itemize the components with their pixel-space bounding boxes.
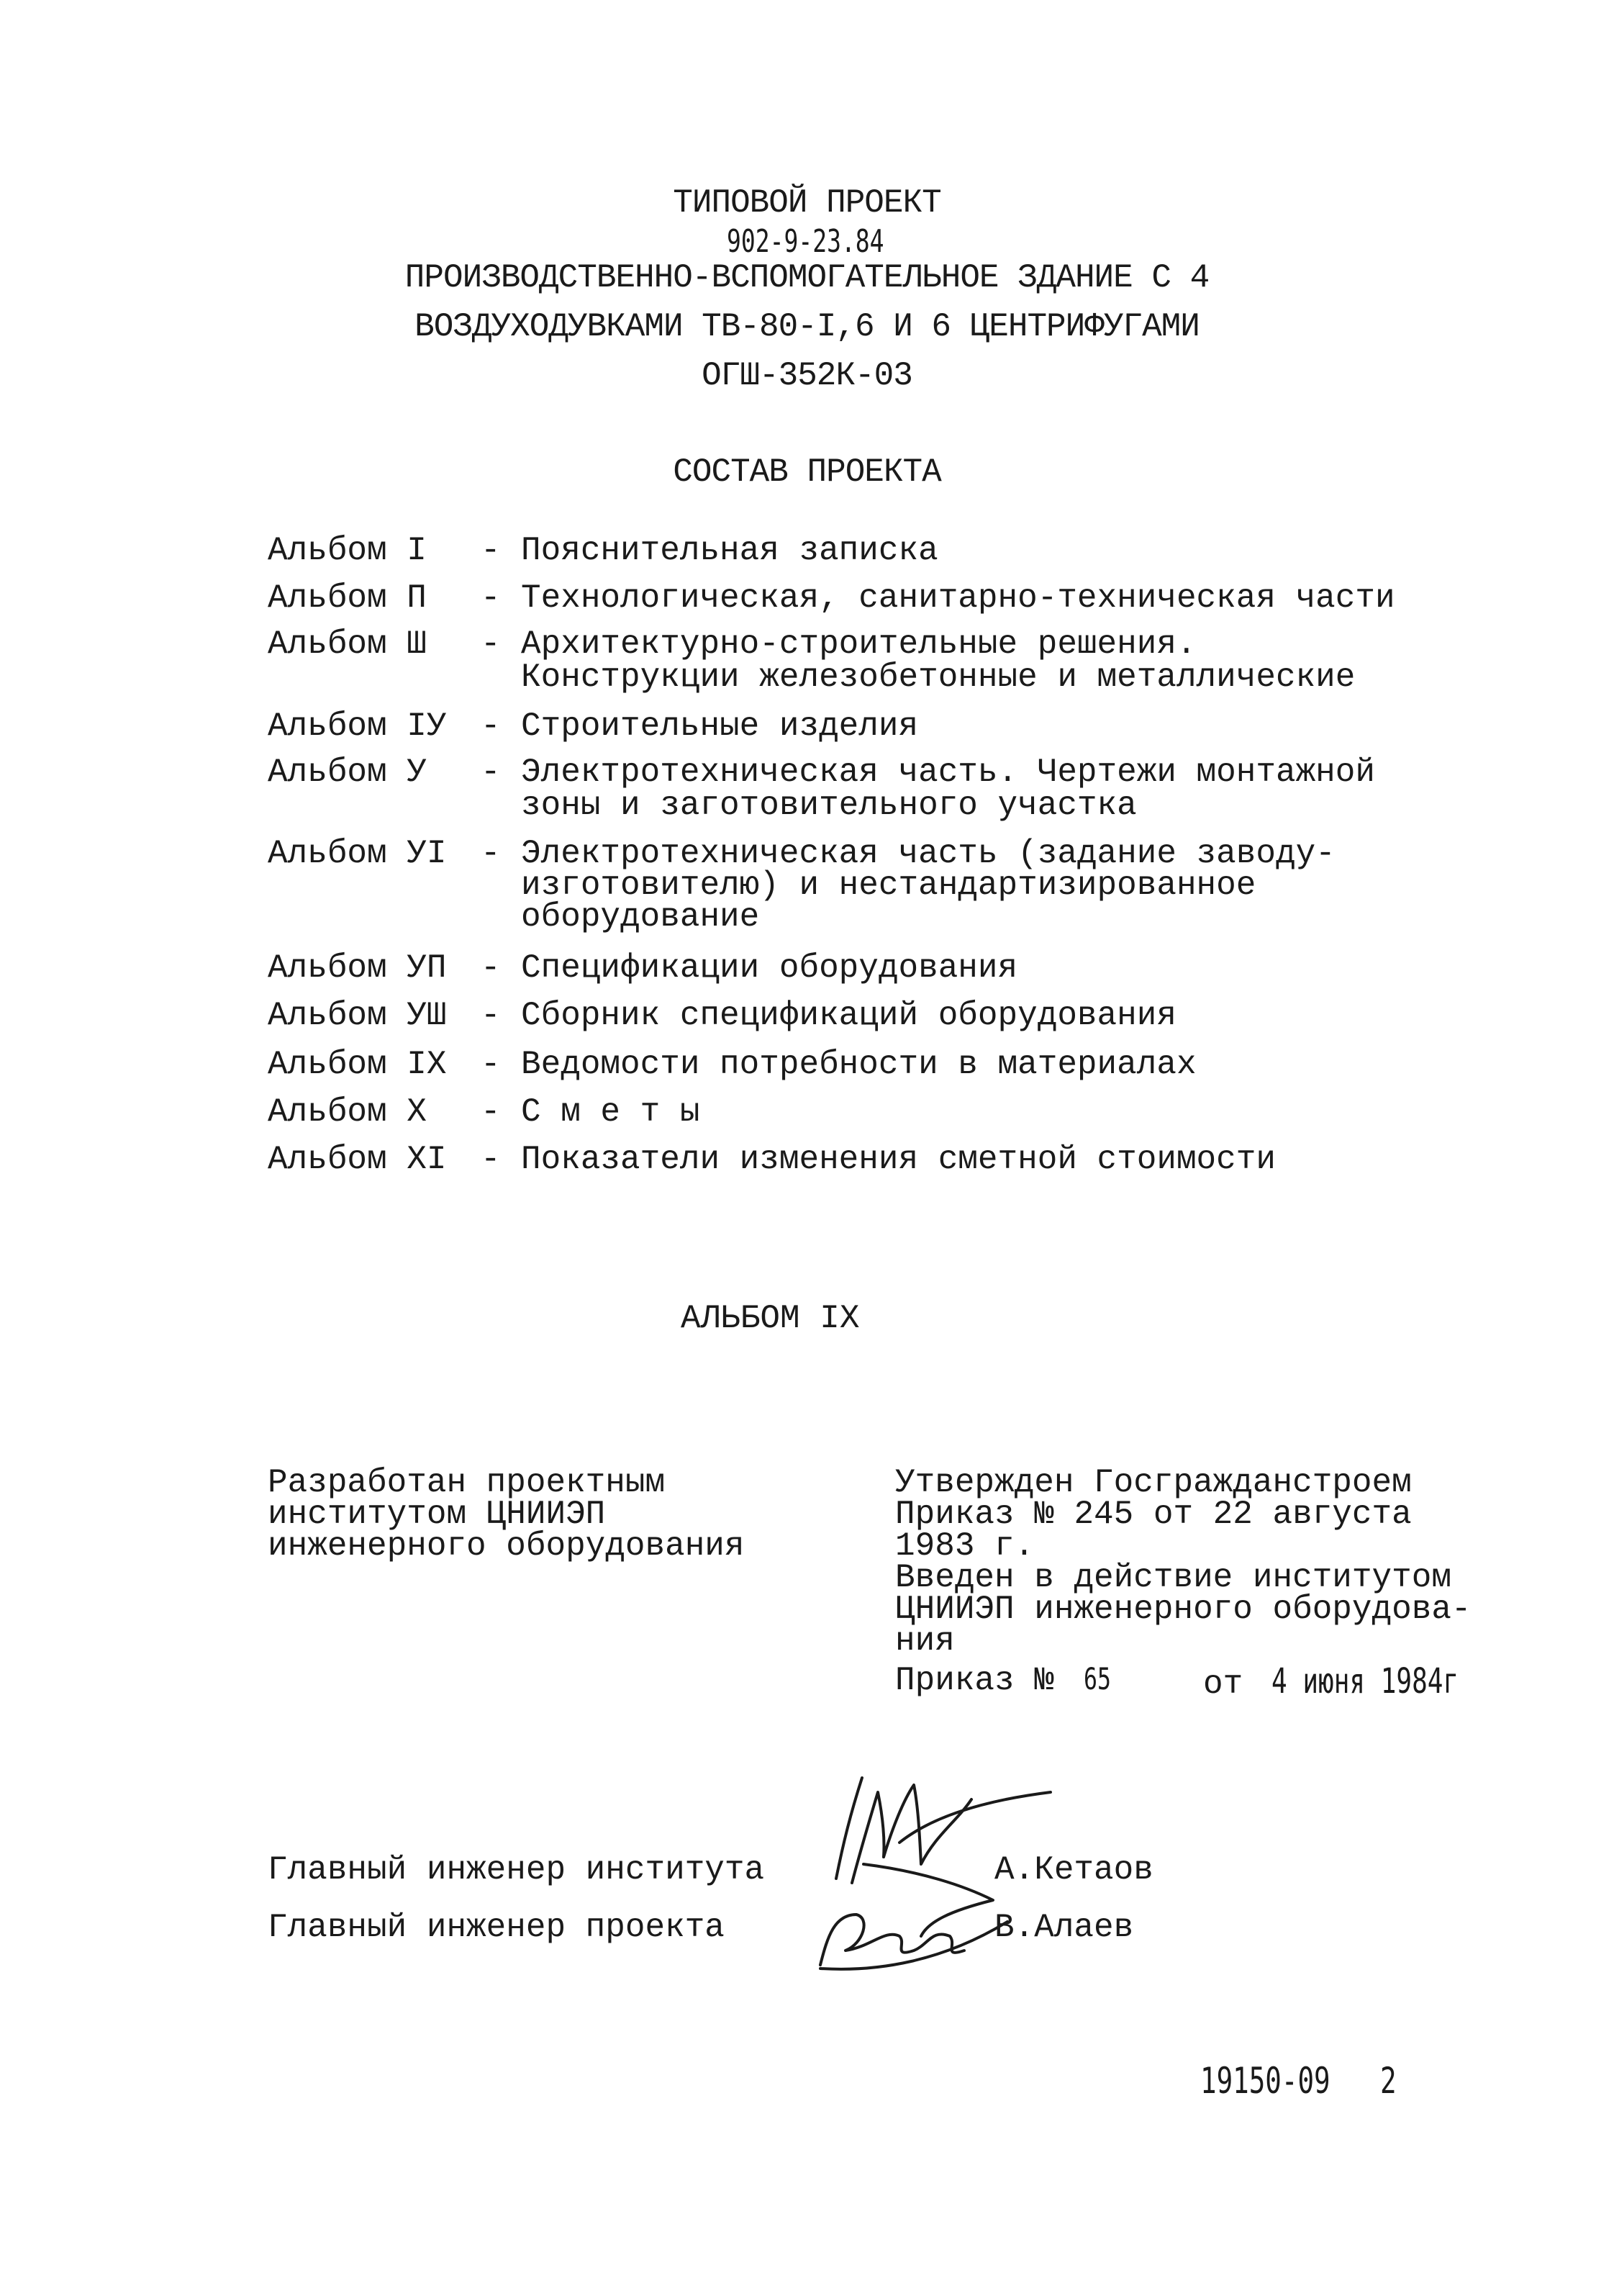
album-description: Электротехническая часть. Чертежи монтажной зоны и заготовительного участка (521, 754, 1375, 824)
signature-stroke (820, 1922, 1007, 1969)
project-number (727, 223, 936, 260)
signature-stroke (820, 1915, 964, 1965)
album-description: Показатели изменения сметной стоимости (521, 1141, 1276, 1178)
album-description: Архитектурно-строительные решения. Конструкции железобетонные и металлические (521, 625, 1356, 696)
approval-date-line (1203, 1661, 1521, 1703)
chief-engineer-institute-role: Главный инженер института (268, 1851, 765, 1889)
album-label: Альбом УП (268, 949, 447, 987)
album-description: Сборник спецификаций оборудования (521, 997, 1177, 1034)
album-dash: - (481, 708, 501, 745)
project-title-line-1: ПРОИЗВОДСТВЕННО-ВСПОМОГАТЕЛЬНОЕ ЗДАНИЕ С 4 (404, 259, 1210, 297)
order-label: Приказ № (895, 1662, 1054, 1699)
album-description: Спецификации оборудования (521, 949, 1018, 987)
project-title-line-3: ОГШ-352К-03 (702, 357, 912, 394)
developed-by: Разработан проектным институтом ЦНИИЭП инженерного оборудования (268, 1464, 745, 1565)
album-label: Альбом X (268, 1093, 427, 1131)
album-dash: - (481, 1046, 501, 1083)
signature-stroke (863, 1864, 993, 1936)
album-dash: - (481, 754, 501, 791)
album-description: Строительные изделия (521, 708, 919, 745)
signature-stroke (852, 1792, 884, 1883)
footer-code (1200, 2060, 1402, 2104)
approval-order-line (895, 1661, 1120, 1699)
signature-stroke (899, 1792, 1051, 1843)
chief-engineer-project-name: В.Алаев (994, 1909, 1134, 1946)
album-dash: - (481, 1141, 501, 1178)
album-description: Ведомости потребности в материалах (521, 1046, 1197, 1083)
album-dash: - (481, 1093, 501, 1131)
approval-text: Утвержден Госгражданстроем Приказ № 245 от 22 августа 1983 г. Введен в действие институтом ЦНИИЭП инженерного оборудова- ния (895, 1464, 1472, 1660)
album-label: Альбом IУ (268, 708, 447, 745)
album-description: С м е т ы (521, 1093, 700, 1131)
album-dash: - (481, 949, 501, 987)
project-type-title: ТИПОВОЙ ПРОЕКТ (673, 184, 941, 222)
order-from: от (1203, 1665, 1243, 1703)
composition-title: СОСТАВ ПРОЕКТА (673, 453, 941, 491)
album-description: Пояснительная записка (521, 532, 938, 569)
chief-engineer-institute-name: А.Кетаов (994, 1851, 1153, 1889)
album-label: Альбом УШ (268, 997, 447, 1034)
album-label: Альбом У (268, 754, 427, 791)
album-dash: - (481, 579, 501, 617)
footer-code-text: 19150-09 (1200, 2060, 1330, 2102)
order-date: 4 июня 1984г (1271, 1661, 1459, 1701)
album-dash: - (481, 835, 501, 872)
album-label: Альбом УI (268, 835, 447, 872)
album-dash: - (481, 997, 501, 1034)
album-description: Технологическая, санитарно-техническая части (521, 579, 1395, 617)
album-label: Альбом IX (268, 1046, 447, 1083)
album-label: Альбом XI (268, 1141, 447, 1178)
album-label: Альбом Ш (268, 625, 427, 663)
album-title: АЛЬБОМ IX (681, 1300, 860, 1337)
project-title-line-2: ВОЗДУХОДУВКАМИ ТВ-80-I,6 И 6 ЦЕНТРИФУГАМИ (414, 308, 1200, 345)
album-description: Электротехническая часть (задание заводу- изготовителю) и нестандартизированное оборудование (521, 835, 1336, 936)
album-label: Альбом I (268, 532, 427, 569)
chief-engineer-project-role: Главный инженер проекта (268, 1909, 725, 1946)
album-label: Альбом П (268, 579, 427, 617)
handwritten-signatures (777, 1756, 1065, 1987)
project-number-text: 902-9-23.84 (727, 223, 884, 260)
page-number: 2 (1379, 2060, 1397, 2102)
album-dash: - (481, 532, 501, 569)
order-number: 65 (1084, 1661, 1112, 1696)
album-dash: - (481, 625, 501, 663)
